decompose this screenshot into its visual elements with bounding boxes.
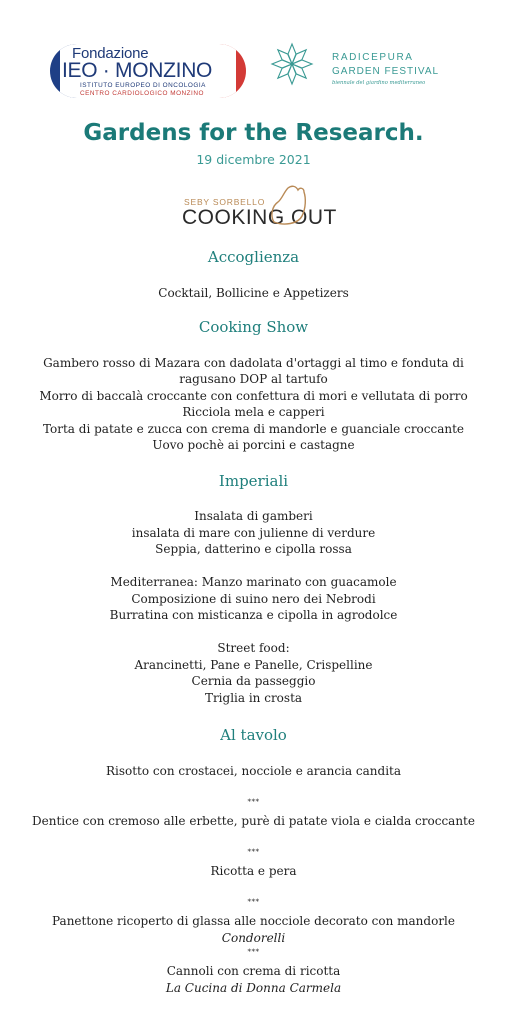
section-heading-al-tavolo: Al tavolo (220, 726, 287, 744)
menu-item: ragusano DOP al tartufo (179, 372, 328, 386)
ieo-monzino-logo (50, 44, 246, 98)
menu-item: Ricciola mela e capperi (182, 405, 325, 419)
menu-item: Insalata di gamberi (194, 509, 313, 523)
menu-item: Panettone ricoperto di glassa alle nocciole decorato con mandorle (52, 914, 455, 928)
page-title: Gardens for the Research. (83, 120, 424, 146)
radicepura-title-line1: RADICEPURA (332, 52, 414, 63)
cooking-out-mark-icon (264, 182, 312, 228)
course-separator: *** (247, 898, 260, 906)
cooking-out-chef-name: SEBY SORBELLO (184, 197, 266, 207)
menu-item: Mediterranea: Manzo marinato con guacamole (110, 575, 397, 589)
menu-item: Cernia da passeggio (191, 674, 316, 688)
menu-item: Composizione di suino nero dei Nebrodi (131, 592, 376, 606)
menu-item: Torta di patate e zucca con crema di mandorle e guanciale croccante (42, 422, 465, 436)
menu-item: Uovo pochè ai porcini e castagne (152, 438, 355, 452)
section-heading-accoglienza: Accoglienza (207, 248, 300, 266)
ieo-subtitle-2: CENTRO CARDIOLOGICO MONZINO (80, 90, 204, 97)
menu-item: Street food: (217, 641, 290, 655)
section-heading-imperiali: Imperiali (218, 472, 289, 490)
menu-item: Gambero rosso di Mazara con dadolata d'ortaggi al timo e fonduta di (43, 356, 464, 370)
menu-item: Morro di baccalà croccante con confettura di mori e vellutata di porro (39, 389, 468, 403)
menu-item-credit: Condorelli (221, 931, 286, 945)
menu-item: Seppia, datterino e cipolla rossa (155, 542, 352, 556)
course-separator: *** (247, 798, 260, 806)
menu-item: Burratina con misticanza e cipolla in agrodolce (109, 608, 398, 622)
radicepura-tagline: biennale del giardino mediterraneo (332, 80, 426, 86)
course-separator: *** (247, 948, 260, 956)
ieo-subtitle-1: ISTITUTO EUROPEO DI ONCOLOGIA (80, 82, 206, 89)
section-heading-cooking-show: Cooking Show (198, 318, 309, 336)
menu-item: Cocktail, Bollicine e Appetizers (158, 286, 349, 300)
menu-item: Cannoli con crema di ricotta (166, 964, 341, 978)
menu-item: Triglia in crosta (204, 691, 303, 705)
menu-item: Arancinetti, Pane e Panelle, Crispelline (134, 658, 373, 672)
radicepura-title-line2: GARDEN FESTIVAL (332, 66, 440, 77)
ieo-fondazione-text: Fondazione (72, 45, 149, 62)
menu-item-credit: La Cucina di Donna Carmela (165, 981, 342, 995)
cooking-out-name: COOKING OUT (182, 206, 337, 229)
course-separator: *** (247, 848, 260, 856)
event-date: 19 dicembre 2021 (196, 152, 311, 167)
menu-item: Ricotta e pera (210, 864, 297, 878)
menu-item: Dentice con cremoso alle erbette, purè di patate viola e cialda croccante (32, 814, 475, 828)
menu-item: Risotto con crostacei, nocciole e arancia candita (105, 764, 402, 778)
ieo-name-text: IEO · MONZINO (62, 59, 213, 82)
menu-item: insalata di mare con julienne di verdure (131, 526, 376, 540)
radicepura-flower-icon (262, 40, 322, 88)
